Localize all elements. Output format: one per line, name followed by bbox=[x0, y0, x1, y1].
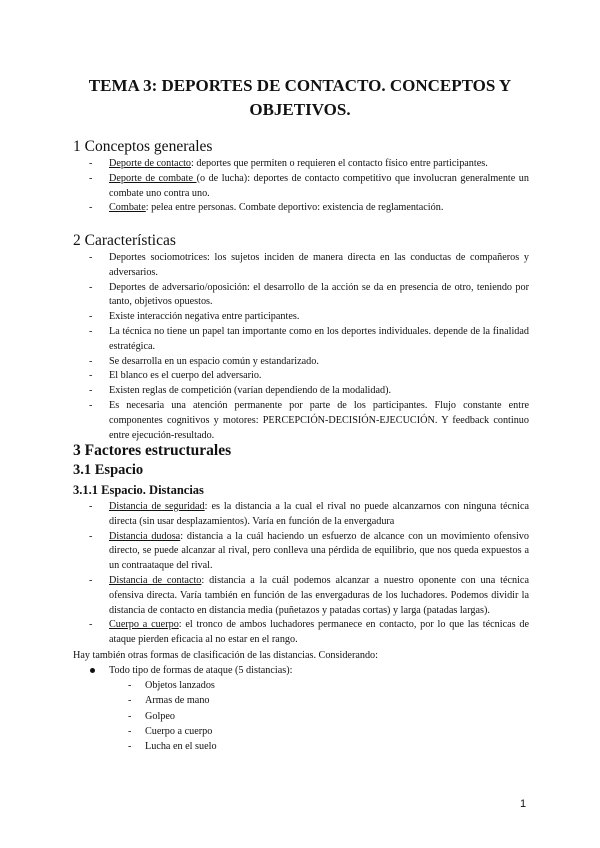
bullet-dot-icon bbox=[90, 668, 95, 673]
list-item: - Combate: pelea entre personas. Combate deportivo: existencia de reglamentación. bbox=[89, 202, 444, 214]
list-item: - El blanco es el cuerpo del adversario. bbox=[89, 370, 262, 382]
list-item: - Cuerpo a cuerpo bbox=[128, 725, 213, 737]
list-item: - Cuerpo a cuerpo: el tronco de ambos luchadores permanece en contacto, por lo que las técnicas de ataque pierden eficacia al no estar en el rango. bbox=[89, 619, 529, 646]
term: Deporte de contacto bbox=[109, 158, 192, 169]
list-item: - Deportes de adversario/oposición: el desarrollo de la acción se da en presencia de otro, teniendo por tanto, objetivos opuestos. bbox=[89, 281, 529, 308]
list-item: - Deporte de combate (o de lucha): deportes de contacto competitivo que involucran generalmente un combate uno contra uno. bbox=[89, 172, 529, 199]
section-2-list bbox=[73, 251, 529, 443]
page-number: 1 bbox=[520, 798, 527, 810]
section-3-list bbox=[73, 500, 529, 648]
term: Combate bbox=[109, 202, 146, 214]
list-item: - Deportes sociomotrices: los sujetos inciden de manera directa en las conductas de compañeros y adversarios. bbox=[89, 252, 529, 278]
section-3-1-heading: 3.1 Espacio bbox=[73, 462, 144, 478]
list-item: - Distancia de seguridad: es la distancia a la cual el rival no puede alcanzarnos con ninguna técnica directa (sin usar desplazamientos). Varía en función de la envergadura bbox=[89, 501, 530, 527]
distances-paragraph: Hay también otras formas de clasificación de las distancias. Considerando: bbox=[73, 650, 378, 661]
list-item: - Distancia de contacto: distancia a la cuál podemos alcanzar a nuestro oponente con una técnica ofensiva directa. Varía también en función de las envergaduras de los luchadores. Podemos dividir la distancia de contacto en distancia media (puñetazos y patadas cortas) y larga (patadas largas). bbox=[89, 574, 529, 616]
term: Distancia dudosa bbox=[109, 530, 181, 542]
list-item: - Armas de mano bbox=[128, 695, 210, 707]
list-item: - Lucha en el suelo bbox=[128, 741, 217, 753]
list-item: - Deporte de contacto: deportes que permiten o requieren el contacto físico entre participantes. bbox=[89, 158, 488, 169]
section-3-1-1-heading: 3.1.1 Espacio. Distancias bbox=[73, 483, 204, 497]
bullet-item: Todo tipo de formas de ataque (5 distancias): bbox=[90, 663, 292, 678]
section-3-heading: 3 Factores estructurales bbox=[73, 442, 232, 459]
term: Cuerpo a cuerpo bbox=[109, 619, 179, 631]
list-item: - Objetos lanzados bbox=[128, 680, 215, 691]
section-1-list bbox=[73, 157, 529, 216]
term: Deporte de combate bbox=[109, 172, 197, 184]
section-1-heading: 1 Conceptos generales bbox=[73, 138, 213, 155]
list-item: - Es necesaria una atención permanente por parte de los participantes. Flujo constante entre componentes cognitivos y motores: PERCEPCIÓN-DECISIÓN-EJECUCIÓN. Y feedback continuo entre ejecución-resultado. bbox=[89, 399, 529, 441]
term: Distancia de seguridad bbox=[109, 501, 205, 512]
list-item: - Distancia dudosa: distancia a la cuál haciendo un esfuerzo de alcance con un movimiento ofensivo directo, se puede alcanzar al rival, pero conlleva una pérdida de equilibrio, que nos queda expuestos a un contraataque del rival. bbox=[89, 530, 529, 572]
list-item: - Existe interacción negativa entre participantes. bbox=[89, 311, 300, 323]
term: Distancia de contacto bbox=[109, 574, 202, 586]
list-item: - Golpeo bbox=[128, 710, 175, 722]
section-2-heading: 2 Características bbox=[73, 232, 176, 249]
list-item: - Se desarrolla en un espacio común y estandarizado. bbox=[89, 355, 319, 367]
list-item: - La técnica no tiene un papel tan importante como en los deportes individuales. depende de la finalidad estratégica. bbox=[89, 325, 529, 352]
list-item: - Existen reglas de competición (varían dependiendo de la modalidad). bbox=[89, 385, 392, 397]
page-title: TEMA 3: DEPORTES DE CONTACTO. CONCEPTOS Y OBJETIVOS. bbox=[88, 76, 512, 119]
attack-forms-list bbox=[128, 678, 217, 754]
